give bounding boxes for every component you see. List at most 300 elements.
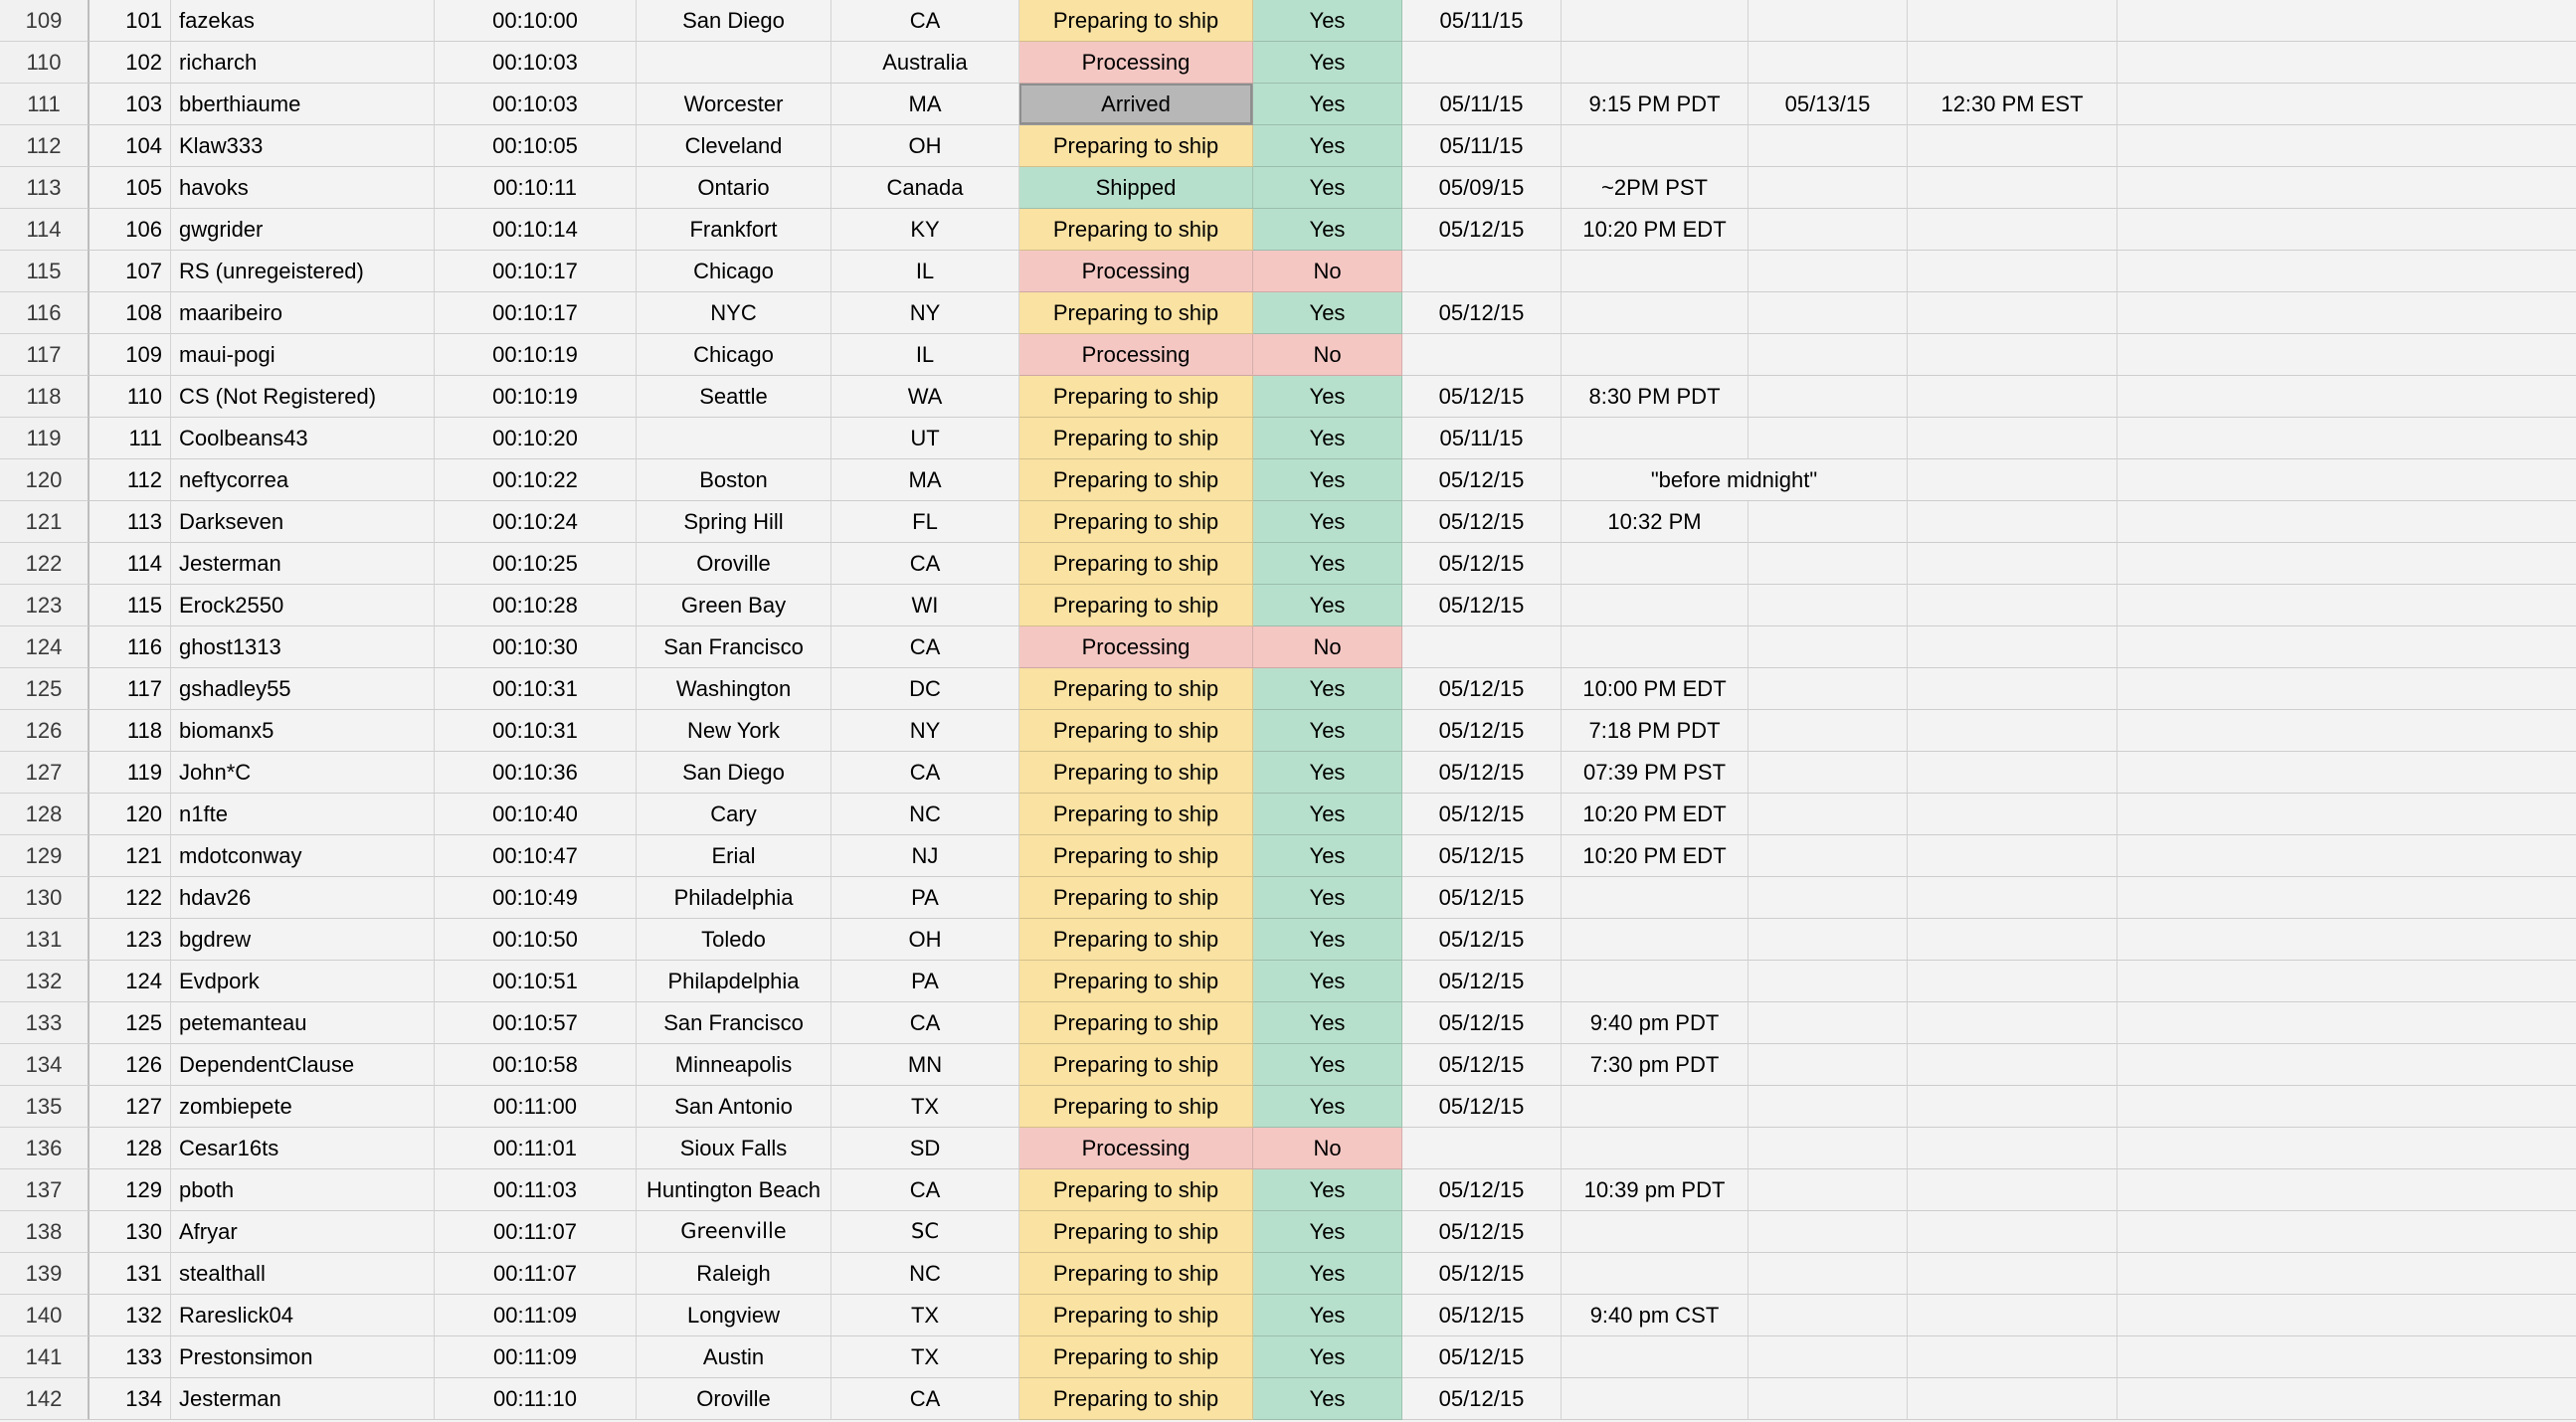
cell-city[interactable]: Philapdelphia xyxy=(637,961,831,1002)
cell-confirmed[interactable]: Yes xyxy=(1253,1169,1402,1211)
cell-arrival-date[interactable] xyxy=(1748,961,1908,1002)
cell-city[interactable]: Huntington Beach xyxy=(637,1169,831,1211)
cell-id[interactable]: 112 xyxy=(90,459,171,501)
cell-notes[interactable] xyxy=(2117,1336,2576,1378)
cell-ship-time[interactable]: 10:20 PM EDT xyxy=(1562,794,1748,835)
cell-notes[interactable] xyxy=(2117,376,2576,418)
cell-time[interactable]: 00:10:31 xyxy=(435,668,637,710)
cell-time[interactable]: 00:10:17 xyxy=(435,292,637,334)
cell-status[interactable]: Preparing to ship xyxy=(1019,418,1253,459)
cell-confirmed[interactable]: Yes xyxy=(1253,459,1402,501)
cell-arrival-time[interactable] xyxy=(1908,167,2117,209)
cell-id[interactable]: 111 xyxy=(90,418,171,459)
cell-time[interactable]: 00:11:09 xyxy=(435,1336,637,1378)
cell-ship-date[interactable]: 05/12/15 xyxy=(1402,961,1562,1002)
cell-id[interactable]: 113 xyxy=(90,501,171,543)
cell-state[interactable]: PA xyxy=(831,961,1019,1002)
cell-state[interactable]: NY xyxy=(831,710,1019,752)
cell-username[interactable]: Rareslick04 xyxy=(171,1295,435,1336)
cell-username[interactable]: Jesterman xyxy=(171,543,435,585)
cell-notes[interactable] xyxy=(2117,0,2576,42)
cell-status[interactable]: Preparing to ship xyxy=(1019,292,1253,334)
cell-username[interactable]: Evdpork xyxy=(171,961,435,1002)
cell-id[interactable]: 102 xyxy=(90,42,171,84)
cell-status[interactable]: Preparing to ship xyxy=(1019,459,1253,501)
cell-ship-date[interactable]: 05/12/15 xyxy=(1402,1044,1562,1086)
cell-ship-time[interactable] xyxy=(1562,0,1748,42)
cell-status[interactable]: Preparing to ship xyxy=(1019,877,1253,919)
cell-arrival-time[interactable] xyxy=(1908,418,2117,459)
cell-ship-time[interactable] xyxy=(1562,1253,1748,1295)
cell-id[interactable]: 131 xyxy=(90,1253,171,1295)
cell-city[interactable]: Cary xyxy=(637,794,831,835)
cell-id[interactable]: 134 xyxy=(90,1378,171,1420)
cell-arrival-date[interactable] xyxy=(1748,1253,1908,1295)
cell-ship-time[interactable] xyxy=(1562,42,1748,84)
cell-id[interactable]: 101 xyxy=(90,0,171,42)
cell-time[interactable]: 00:11:01 xyxy=(435,1128,637,1169)
cell-username[interactable]: Erock2550 xyxy=(171,585,435,626)
cell-ship-date[interactable]: 05/11/15 xyxy=(1402,418,1562,459)
row-header[interactable]: 136 xyxy=(0,1128,90,1169)
cell-confirmed[interactable]: No xyxy=(1253,251,1402,292)
cell-state[interactable]: MN xyxy=(831,1044,1019,1086)
cell-time[interactable]: 00:10:57 xyxy=(435,1002,637,1044)
cell-city[interactable]: Boston xyxy=(637,459,831,501)
cell-confirmed[interactable]: Yes xyxy=(1253,668,1402,710)
cell-notes[interactable] xyxy=(2117,84,2576,125)
row-header[interactable]: 117 xyxy=(0,334,90,376)
cell-ship-time[interactable]: "before midnight" xyxy=(1562,459,1908,501)
row-header[interactable]: 141 xyxy=(0,1336,90,1378)
cell-time[interactable]: 00:10:14 xyxy=(435,209,637,251)
cell-status[interactable]: Shipped xyxy=(1019,167,1253,209)
cell-ship-date[interactable]: 05/12/15 xyxy=(1402,835,1562,877)
cell-username[interactable]: neftycorrea xyxy=(171,459,435,501)
cell-arrival-date[interactable] xyxy=(1748,668,1908,710)
cell-time[interactable]: 00:10:49 xyxy=(435,877,637,919)
cell-confirmed[interactable]: Yes xyxy=(1253,835,1402,877)
cell-username[interactable]: CS (Not Registered) xyxy=(171,376,435,418)
cell-state[interactable]: CA xyxy=(831,1378,1019,1420)
cell-ship-time[interactable] xyxy=(1562,125,1748,167)
cell-username[interactable]: n1fte xyxy=(171,794,435,835)
cell-arrival-time[interactable] xyxy=(1908,919,2117,961)
row-header[interactable]: 140 xyxy=(0,1295,90,1336)
cell-confirmed[interactable]: Yes xyxy=(1253,1378,1402,1420)
cell-confirmed[interactable]: No xyxy=(1253,334,1402,376)
cell-ship-date[interactable] xyxy=(1402,334,1562,376)
cell-arrival-time[interactable] xyxy=(1908,209,2117,251)
cell-arrival-date[interactable] xyxy=(1748,1295,1908,1336)
cell-status[interactable]: Preparing to ship xyxy=(1019,835,1253,877)
cell-ship-time[interactable]: 10:20 PM EDT xyxy=(1562,835,1748,877)
cell-arrival-time[interactable] xyxy=(1908,1169,2117,1211)
cell-arrival-time[interactable] xyxy=(1908,1002,2117,1044)
cell-city[interactable]: Greenville xyxy=(637,1211,831,1253)
cell-state[interactable]: CA xyxy=(831,543,1019,585)
cell-time[interactable]: 00:10:28 xyxy=(435,585,637,626)
cell-status[interactable]: Preparing to ship xyxy=(1019,1086,1253,1128)
row-header[interactable]: 135 xyxy=(0,1086,90,1128)
cell-ship-date[interactable]: 05/12/15 xyxy=(1402,919,1562,961)
cell-arrival-date[interactable] xyxy=(1748,585,1908,626)
cell-ship-date[interactable]: 05/12/15 xyxy=(1402,1211,1562,1253)
cell-ship-date[interactable]: 05/12/15 xyxy=(1402,376,1562,418)
cell-arrival-time[interactable] xyxy=(1908,501,2117,543)
row-header[interactable]: 123 xyxy=(0,585,90,626)
cell-id[interactable]: 128 xyxy=(90,1128,171,1169)
row-header[interactable]: 142 xyxy=(0,1378,90,1420)
cell-id[interactable]: 114 xyxy=(90,543,171,585)
cell-state[interactable]: KY xyxy=(831,209,1019,251)
row-header[interactable]: 128 xyxy=(0,794,90,835)
cell-city[interactable]: Minneapolis xyxy=(637,1044,831,1086)
cell-notes[interactable] xyxy=(2117,961,2576,1002)
cell-confirmed[interactable]: Yes xyxy=(1253,877,1402,919)
cell-id[interactable]: 117 xyxy=(90,668,171,710)
cell-state[interactable]: CA xyxy=(831,752,1019,794)
cell-ship-time[interactable]: 10:32 PM xyxy=(1562,501,1748,543)
cell-status[interactable]: Preparing to ship xyxy=(1019,209,1253,251)
row-header[interactable]: 118 xyxy=(0,376,90,418)
cell-time[interactable]: 00:11:07 xyxy=(435,1211,637,1253)
row-header[interactable]: 114 xyxy=(0,209,90,251)
row-header[interactable]: 116 xyxy=(0,292,90,334)
cell-id[interactable]: 106 xyxy=(90,209,171,251)
cell-ship-date[interactable]: 05/12/15 xyxy=(1402,1378,1562,1420)
cell-arrival-time[interactable] xyxy=(1908,794,2117,835)
row-header[interactable]: 130 xyxy=(0,877,90,919)
cell-id[interactable]: 108 xyxy=(90,292,171,334)
cell-username[interactable]: havoks xyxy=(171,167,435,209)
cell-state[interactable]: IL xyxy=(831,334,1019,376)
cell-city[interactable]: Philadelphia xyxy=(637,877,831,919)
cell-notes[interactable] xyxy=(2117,501,2576,543)
cell-notes[interactable] xyxy=(2117,334,2576,376)
cell-time[interactable]: 00:10:00 xyxy=(435,0,637,42)
cell-arrival-date[interactable] xyxy=(1748,167,1908,209)
cell-time[interactable]: 00:10:31 xyxy=(435,710,637,752)
cell-id[interactable]: 123 xyxy=(90,919,171,961)
row-header[interactable]: 139 xyxy=(0,1253,90,1295)
cell-city[interactable]: Chicago xyxy=(637,251,831,292)
cell-ship-date[interactable]: 05/12/15 xyxy=(1402,459,1562,501)
row-header[interactable]: 134 xyxy=(0,1044,90,1086)
cell-state[interactable]: NY xyxy=(831,292,1019,334)
cell-id[interactable]: 132 xyxy=(90,1295,171,1336)
cell-city[interactable]: Sioux Falls xyxy=(637,1128,831,1169)
cell-time[interactable]: 00:10:47 xyxy=(435,835,637,877)
cell-arrival-time[interactable] xyxy=(1908,0,2117,42)
cell-time[interactable]: 00:10:17 xyxy=(435,251,637,292)
cell-time[interactable]: 00:10:24 xyxy=(435,501,637,543)
cell-arrival-time[interactable] xyxy=(1908,1253,2117,1295)
cell-ship-time[interactable] xyxy=(1562,626,1748,668)
cell-ship-time[interactable]: 9:15 PM PDT xyxy=(1562,84,1748,125)
cell-id[interactable]: 110 xyxy=(90,376,171,418)
cell-status[interactable]: Preparing to ship xyxy=(1019,1044,1253,1086)
cell-arrival-time[interactable] xyxy=(1908,1211,2117,1253)
cell-time[interactable]: 00:10:11 xyxy=(435,167,637,209)
cell-ship-date[interactable]: 05/12/15 xyxy=(1402,1295,1562,1336)
cell-username[interactable]: DependentClause xyxy=(171,1044,435,1086)
cell-ship-time[interactable] xyxy=(1562,1378,1748,1420)
cell-time[interactable]: 00:10:58 xyxy=(435,1044,637,1086)
cell-username[interactable]: fazekas xyxy=(171,0,435,42)
cell-ship-date[interactable]: 05/12/15 xyxy=(1402,710,1562,752)
cell-confirmed[interactable]: Yes xyxy=(1253,376,1402,418)
row-header[interactable]: 138 xyxy=(0,1211,90,1253)
cell-arrival-time[interactable] xyxy=(1908,459,2117,501)
cell-time[interactable]: 00:10:05 xyxy=(435,125,637,167)
cell-status[interactable]: Preparing to ship xyxy=(1019,710,1253,752)
cell-city[interactable]: San Diego xyxy=(637,0,831,42)
cell-arrival-time[interactable] xyxy=(1908,1336,2117,1378)
cell-city[interactable]: Toledo xyxy=(637,919,831,961)
cell-status[interactable]: Preparing to ship xyxy=(1019,668,1253,710)
cell-confirmed[interactable]: Yes xyxy=(1253,1044,1402,1086)
row-header[interactable]: 131 xyxy=(0,919,90,961)
cell-arrival-date[interactable] xyxy=(1748,1044,1908,1086)
cell-city[interactable]: San Antonio xyxy=(637,1086,831,1128)
row-header[interactable]: 120 xyxy=(0,459,90,501)
cell-state[interactable]: PA xyxy=(831,877,1019,919)
cell-confirmed[interactable]: Yes xyxy=(1253,501,1402,543)
cell-arrival-time[interactable] xyxy=(1908,125,2117,167)
cell-username[interactable]: maaribeiro xyxy=(171,292,435,334)
cell-ship-time[interactable]: 7:30 pm PDT xyxy=(1562,1044,1748,1086)
row-header[interactable]: 129 xyxy=(0,835,90,877)
cell-status[interactable]: Preparing to ship xyxy=(1019,1211,1253,1253)
cell-username[interactable]: stealthall xyxy=(171,1253,435,1295)
cell-ship-time[interactable]: 7:18 PM PDT xyxy=(1562,710,1748,752)
cell-ship-date[interactable]: 05/12/15 xyxy=(1402,794,1562,835)
cell-arrival-date[interactable] xyxy=(1748,626,1908,668)
cell-arrival-date[interactable] xyxy=(1748,1336,1908,1378)
row-header[interactable]: 112 xyxy=(0,125,90,167)
row-header[interactable]: 115 xyxy=(0,251,90,292)
cell-arrival-date[interactable] xyxy=(1748,251,1908,292)
cell-id[interactable]: 127 xyxy=(90,1086,171,1128)
cell-time[interactable]: 00:10:51 xyxy=(435,961,637,1002)
cell-ship-date[interactable]: 05/12/15 xyxy=(1402,209,1562,251)
cell-state[interactable]: NC xyxy=(831,1253,1019,1295)
cell-username[interactable]: Klaw333 xyxy=(171,125,435,167)
cell-ship-time[interactable]: 10:00 PM EDT xyxy=(1562,668,1748,710)
cell-status[interactable]: Preparing to ship xyxy=(1019,1378,1253,1420)
cell-confirmed[interactable]: Yes xyxy=(1253,167,1402,209)
cell-arrival-date[interactable]: 05/13/15 xyxy=(1748,84,1908,125)
cell-arrival-date[interactable] xyxy=(1748,543,1908,585)
cell-state[interactable]: CA xyxy=(831,0,1019,42)
cell-notes[interactable] xyxy=(2117,42,2576,84)
cell-ship-time[interactable] xyxy=(1562,292,1748,334)
cell-city[interactable] xyxy=(637,418,831,459)
cell-status[interactable]: Processing xyxy=(1019,334,1253,376)
cell-username[interactable]: maui-pogi xyxy=(171,334,435,376)
cell-city[interactable]: San Francisco xyxy=(637,626,831,668)
cell-notes[interactable] xyxy=(2117,752,2576,794)
cell-arrival-time[interactable] xyxy=(1908,877,2117,919)
cell-arrival-time[interactable] xyxy=(1908,42,2117,84)
cell-status[interactable]: Processing xyxy=(1019,42,1253,84)
cell-city[interactable]: Frankfort xyxy=(637,209,831,251)
cell-notes[interactable] xyxy=(2117,292,2576,334)
cell-username[interactable]: gwgrider xyxy=(171,209,435,251)
cell-username[interactable]: Cesar16ts xyxy=(171,1128,435,1169)
cell-ship-time[interactable]: 07:39 PM PST xyxy=(1562,752,1748,794)
cell-username[interactable]: richarch xyxy=(171,42,435,84)
cell-city[interactable]: Washington xyxy=(637,668,831,710)
cell-arrival-date[interactable] xyxy=(1748,1211,1908,1253)
cell-city[interactable]: New York xyxy=(637,710,831,752)
cell-status[interactable]: Preparing to ship xyxy=(1019,1253,1253,1295)
cell-username[interactable]: Prestonsimon xyxy=(171,1336,435,1378)
cell-confirmed[interactable]: Yes xyxy=(1253,1086,1402,1128)
cell-city[interactable]: Green Bay xyxy=(637,585,831,626)
cell-state[interactable]: NC xyxy=(831,794,1019,835)
cell-city[interactable]: Worcester xyxy=(637,84,831,125)
cell-status[interactable]: Preparing to ship xyxy=(1019,125,1253,167)
cell-username[interactable]: Darkseven xyxy=(171,501,435,543)
cell-username[interactable]: Jesterman xyxy=(171,1378,435,1420)
cell-confirmed[interactable]: No xyxy=(1253,1128,1402,1169)
cell-ship-date[interactable]: 05/12/15 xyxy=(1402,292,1562,334)
cell-ship-time[interactable]: ~2PM PST xyxy=(1562,167,1748,209)
row-header[interactable]: 133 xyxy=(0,1002,90,1044)
cell-state[interactable]: OH xyxy=(831,125,1019,167)
row-header[interactable]: 124 xyxy=(0,626,90,668)
cell-username[interactable]: hdav26 xyxy=(171,877,435,919)
cell-time[interactable]: 00:10:36 xyxy=(435,752,637,794)
cell-id[interactable]: 109 xyxy=(90,334,171,376)
cell-state[interactable]: MA xyxy=(831,459,1019,501)
cell-confirmed[interactable]: Yes xyxy=(1253,710,1402,752)
cell-ship-date[interactable]: 05/11/15 xyxy=(1402,84,1562,125)
cell-state[interactable]: TX xyxy=(831,1086,1019,1128)
cell-id[interactable]: 126 xyxy=(90,1044,171,1086)
cell-ship-date[interactable]: 05/12/15 xyxy=(1402,585,1562,626)
cell-status[interactable]: Preparing to ship xyxy=(1019,543,1253,585)
cell-city[interactable]: San Diego xyxy=(637,752,831,794)
cell-notes[interactable] xyxy=(2117,251,2576,292)
cell-arrival-time[interactable] xyxy=(1908,585,2117,626)
cell-state[interactable]: OH xyxy=(831,919,1019,961)
cell-arrival-date[interactable] xyxy=(1748,877,1908,919)
row-header[interactable]: 126 xyxy=(0,710,90,752)
cell-status[interactable]: Processing xyxy=(1019,1128,1253,1169)
cell-username[interactable]: zombiepete xyxy=(171,1086,435,1128)
row-header[interactable]: 122 xyxy=(0,543,90,585)
cell-notes[interactable] xyxy=(2117,1169,2576,1211)
cell-status[interactable]: Arrived xyxy=(1019,84,1253,125)
cell-city[interactable]: Seattle xyxy=(637,376,831,418)
cell-confirmed[interactable]: Yes xyxy=(1253,1002,1402,1044)
cell-arrival-date[interactable] xyxy=(1748,835,1908,877)
cell-username[interactable]: bgdrew xyxy=(171,919,435,961)
cell-arrival-date[interactable] xyxy=(1748,0,1908,42)
cell-confirmed[interactable]: Yes xyxy=(1253,0,1402,42)
cell-arrival-date[interactable] xyxy=(1748,501,1908,543)
row-header[interactable]: 125 xyxy=(0,668,90,710)
cell-status[interactable]: Preparing to ship xyxy=(1019,1002,1253,1044)
cell-username[interactable]: biomanx5 xyxy=(171,710,435,752)
cell-ship-time[interactable]: 10:20 PM EDT xyxy=(1562,209,1748,251)
cell-id[interactable]: 105 xyxy=(90,167,171,209)
cell-status[interactable]: Preparing to ship xyxy=(1019,376,1253,418)
cell-arrival-time[interactable] xyxy=(1908,1295,2117,1336)
cell-notes[interactable] xyxy=(2117,585,2576,626)
cell-notes[interactable] xyxy=(2117,418,2576,459)
cell-arrival-time[interactable] xyxy=(1908,334,2117,376)
cell-status[interactable]: Preparing to ship xyxy=(1019,1295,1253,1336)
cell-confirmed[interactable]: Yes xyxy=(1253,125,1402,167)
cell-notes[interactable] xyxy=(2117,1128,2576,1169)
cell-username[interactable]: pboth xyxy=(171,1169,435,1211)
cell-arrival-date[interactable] xyxy=(1748,919,1908,961)
row-header[interactable]: 113 xyxy=(0,167,90,209)
cell-confirmed[interactable]: Yes xyxy=(1253,1336,1402,1378)
cell-ship-date[interactable]: 05/12/15 xyxy=(1402,1336,1562,1378)
cell-city[interactable]: San Francisco xyxy=(637,1002,831,1044)
cell-city[interactable]: NYC xyxy=(637,292,831,334)
cell-state[interactable]: CA xyxy=(831,1002,1019,1044)
cell-notes[interactable] xyxy=(2117,459,2576,501)
cell-id[interactable]: 133 xyxy=(90,1336,171,1378)
cell-id[interactable]: 104 xyxy=(90,125,171,167)
cell-arrival-date[interactable] xyxy=(1748,1128,1908,1169)
cell-arrival-date[interactable] xyxy=(1748,125,1908,167)
cell-username[interactable]: Afryar xyxy=(171,1211,435,1253)
cell-ship-time[interactable] xyxy=(1562,1128,1748,1169)
row-header[interactable]: 127 xyxy=(0,752,90,794)
cell-confirmed[interactable]: Yes xyxy=(1253,1295,1402,1336)
cell-ship-time[interactable] xyxy=(1562,585,1748,626)
cell-ship-date[interactable]: 05/12/15 xyxy=(1402,877,1562,919)
cell-ship-time[interactable] xyxy=(1562,1086,1748,1128)
cell-notes[interactable] xyxy=(2117,710,2576,752)
cell-state[interactable]: IL xyxy=(831,251,1019,292)
cell-time[interactable]: 00:11:10 xyxy=(435,1378,637,1420)
cell-arrival-time[interactable] xyxy=(1908,668,2117,710)
cell-state[interactable]: Australia xyxy=(831,42,1019,84)
cell-status[interactable]: Preparing to ship xyxy=(1019,752,1253,794)
cell-time[interactable]: 00:10:40 xyxy=(435,794,637,835)
cell-arrival-date[interactable] xyxy=(1748,1002,1908,1044)
cell-arrival-date[interactable] xyxy=(1748,1086,1908,1128)
cell-city[interactable]: Raleigh xyxy=(637,1253,831,1295)
cell-city[interactable]: Oroville xyxy=(637,1378,831,1420)
cell-arrival-date[interactable] xyxy=(1748,334,1908,376)
cell-arrival-date[interactable] xyxy=(1748,752,1908,794)
cell-ship-date[interactable]: 05/12/15 xyxy=(1402,668,1562,710)
cell-notes[interactable] xyxy=(2117,1211,2576,1253)
cell-city[interactable]: Erial xyxy=(637,835,831,877)
cell-notes[interactable] xyxy=(2117,668,2576,710)
cell-ship-time[interactable] xyxy=(1562,877,1748,919)
cell-id[interactable]: 122 xyxy=(90,877,171,919)
cell-arrival-time[interactable] xyxy=(1908,961,2117,1002)
cell-ship-date[interactable]: 05/12/15 xyxy=(1402,752,1562,794)
cell-arrival-time[interactable] xyxy=(1908,292,2117,334)
cell-notes[interactable] xyxy=(2117,543,2576,585)
cell-notes[interactable] xyxy=(2117,794,2576,835)
cell-ship-date[interactable]: 05/11/15 xyxy=(1402,125,1562,167)
cell-confirmed[interactable]: Yes xyxy=(1253,543,1402,585)
cell-state[interactable]: SD xyxy=(831,1128,1019,1169)
cell-arrival-date[interactable] xyxy=(1748,376,1908,418)
